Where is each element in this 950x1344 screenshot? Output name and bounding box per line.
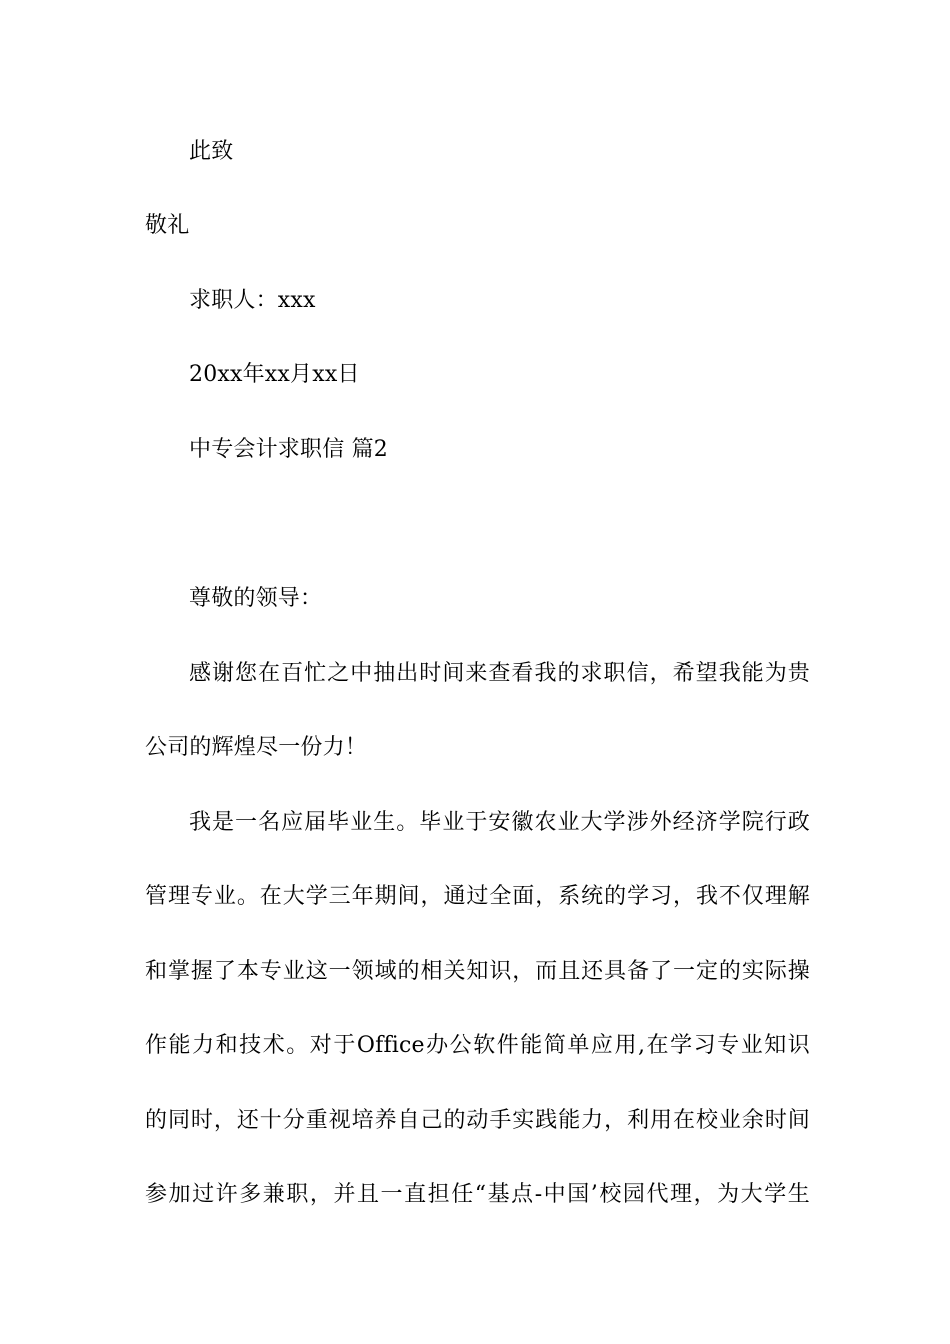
closing-salute: 敬礼 [145,213,190,238]
date-line: 20xx年xx月xx日 [189,362,360,387]
paragraph-line: 作能力和技术。对于Office办公软件能简单应用,在学习专业知识 [145,1033,810,1058]
paragraph-line: 公司的辉煌尽一份力！ [145,735,368,760]
paragraph-line: 我是一名应届毕业生。毕业于安徽农业大学涉外经济学院行政 [189,810,810,835]
paragraph-line: 参加过许多兼职，并且一直担任“基点-中国’校园代理，为大学生 [145,1182,810,1207]
section-title: 中专会计求职信 篇2 [189,437,388,462]
paragraph-line: 管理专业。在大学三年期间，通过全面，系统的学习，我不仅理解 [145,884,810,909]
closing-greeting: 此致 [189,139,234,164]
signer-line: 求职人：xxx [189,288,316,313]
paragraph-line: 的同时，还十分重视培养自己的动手实践能力，利用在校业余时间 [145,1108,810,1133]
paragraph-line: 感谢您在百忙之中抽出时间来查看我的求职信，希望我能为贵 [189,661,810,686]
letter-salutation: 尊敬的领导： [189,586,323,611]
paragraph-line: 和掌握了本专业这一领域的相关知识，而且还具备了一定的实际操 [145,959,810,984]
